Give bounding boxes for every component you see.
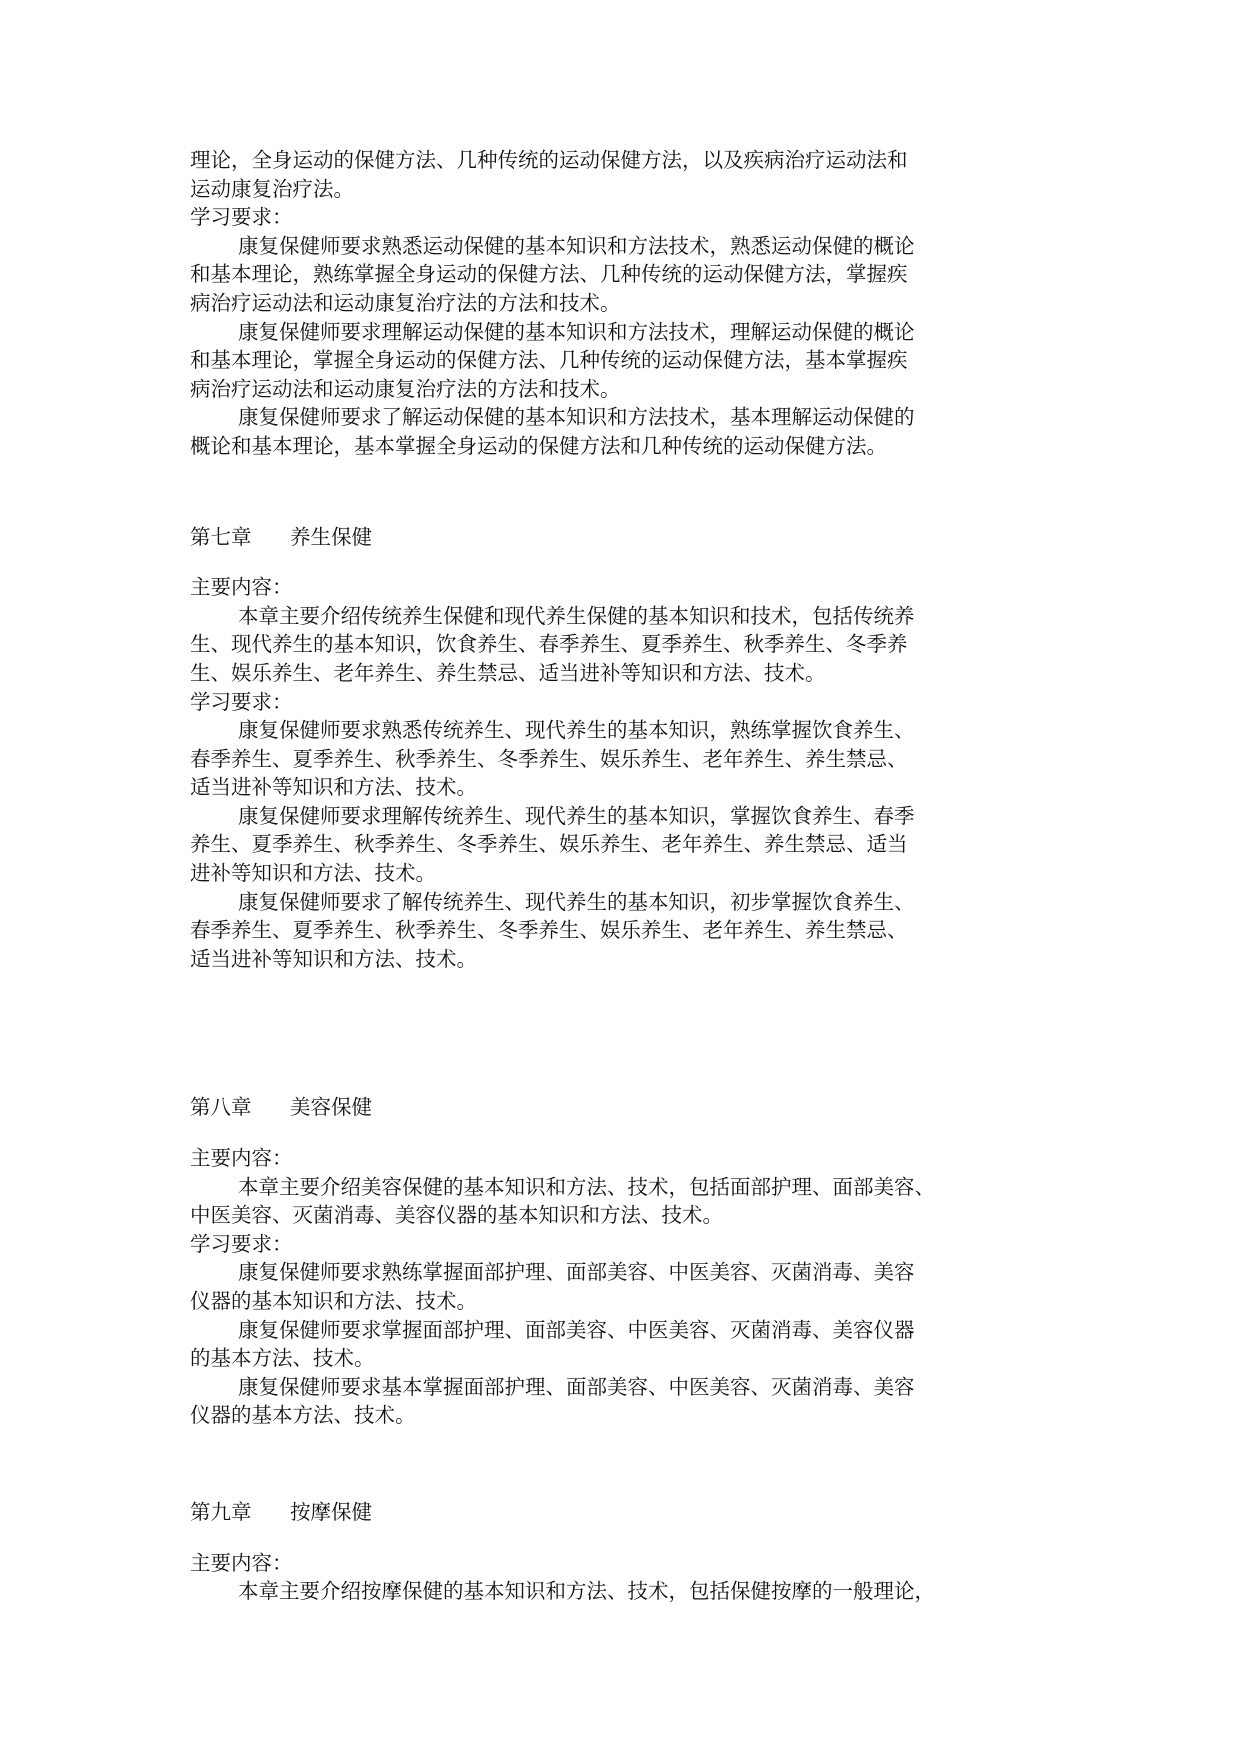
chapter-number: 第九章	[190, 1499, 252, 1524]
req-label: 学习要求：	[190, 205, 293, 230]
chapter-name: 养生保健	[290, 524, 372, 549]
req-paragraph	[190, 716, 1070, 802]
text-line: 生、现代养生的基本知识，饮食养生、春季养生、夏季养生、秋季养生、冬季养	[190, 632, 908, 657]
chapter-9	[190, 1498, 1070, 1606]
text-line: 概论和基本理论，基本掌握全身运动的保健方法和几种传统的运动保健方法。	[190, 433, 887, 458]
text-line: 生、娱乐养生、老年养生、养生禁忌、适当进补等知识和方法、技术。	[190, 660, 826, 685]
req-paragraph	[190, 318, 1070, 404]
req-label: 学习要求：	[190, 689, 293, 714]
text-line: 理论，全身运动的保健方法、几种传统的运动保健方法，以及疾病治疗运动法和	[190, 148, 908, 172]
chapter-number: 第八章	[190, 1095, 252, 1120]
content-label: 主要内容：	[190, 1550, 293, 1575]
chapter-name: 按摩保健	[290, 1499, 372, 1524]
text-line: 养生、夏季养生、秋季养生、冬季养生、娱乐养生、老年养生、养生禁忌、适当	[190, 832, 908, 857]
text-line: 本章主要介绍传统养生保健和现代养生保健的基本知识和技术，包括传统养	[238, 603, 915, 628]
req-paragraph	[190, 1373, 1070, 1430]
text-line: 康复保健师要求熟练掌握面部护理、面部美容、中医美容、灭菌消毒、美容	[238, 1260, 915, 1285]
text-line: 的基本方法、技术。	[190, 1346, 375, 1371]
text-line: 康复保健师要求了解运动保健的基本知识和方法技术，基本理解运动保健的	[238, 405, 915, 430]
content-paragraph	[190, 602, 1070, 688]
text-line: 康复保健师要求掌握面部护理、面部美容、中医美容、灭菌消毒、美容仪器	[238, 1317, 915, 1342]
chapter-title	[190, 1498, 1070, 1527]
text-line: 中医美容、灭菌消毒、美容仪器的基本知识和方法、技术。	[190, 1203, 723, 1228]
req-paragraph	[190, 1316, 1070, 1373]
text-line: 春季养生、夏季养生、秋季养生、冬季养生、娱乐养生、老年养生、养生禁忌、	[190, 746, 908, 771]
req-paragraph	[190, 802, 1070, 888]
text-line: 康复保健师要求熟悉传统养生、现代养生的基本知识，熟练掌握饮食养生、	[238, 718, 915, 743]
req-paragraph	[190, 888, 1070, 974]
text-line: 和基本理论，掌握全身运动的保健方法、几种传统的运动保健方法，基本掌握疾	[190, 348, 908, 373]
chapter-number: 第七章	[190, 524, 252, 549]
chapter-title	[190, 1093, 1070, 1122]
text-line: 康复保健师要求基本掌握面部护理、面部美容、中医美容、灭菌消毒、美容	[238, 1374, 915, 1399]
req-paragraph	[190, 232, 1070, 318]
text-line: 和基本理论，熟练掌握全身运动的保健方法、几种传统的运动保健方法，掌握疾	[190, 262, 908, 287]
intro-section	[190, 146, 1070, 461]
document-page	[190, 146, 1070, 1606]
chapter-7	[190, 523, 1070, 974]
chapter-title	[190, 523, 1070, 552]
content-paragraph	[190, 1173, 1070, 1230]
text-line: 适当进补等知识和方法、技术。	[190, 946, 477, 971]
content-label: 主要内容：	[190, 1146, 293, 1171]
text-line: 本章主要介绍按摩保健的基本知识和方法、技术，包括保健按摩的一般理论，	[238, 1579, 935, 1604]
text-line: 康复保健师要求熟悉运动保健的基本知识和方法技术，熟悉运动保健的概论	[238, 233, 915, 258]
text-line: 康复保健师要求理解传统养生、现代养生的基本知识，掌握饮食养生、春季	[238, 803, 915, 828]
text-line: 仪器的基本知识和方法、技术。	[190, 1289, 477, 1313]
text-line: 病治疗运动法和运动康复治疗法的方法和技术。	[190, 290, 621, 315]
text-line: 本章主要介绍美容保健的基本知识和方法、技术，包括面部护理、面部美容、	[238, 1174, 935, 1199]
text-line: 春季养生、夏季养生、秋季养生、冬季养生、娱乐养生、老年养生、养生禁忌、	[190, 918, 908, 943]
req-label: 学习要求：	[190, 1231, 293, 1256]
content-paragraph	[190, 1577, 1070, 1606]
text-line: 进补等知识和方法、技术。	[190, 861, 436, 886]
text-line: 适当进补等知识和方法、技术。	[190, 775, 477, 800]
text-line: 康复保健师要求了解传统养生、现代养生的基本知识，初步掌握饮食养生、	[238, 889, 915, 914]
chapter-name: 美容保健	[290, 1095, 372, 1120]
text-line: 康复保健师要求理解运动保健的基本知识和方法技术，理解运动保健的概论	[238, 319, 915, 344]
text-line: 仪器的基本方法、技术。	[190, 1403, 416, 1428]
text-line: 运动康复治疗法。	[190, 176, 354, 201]
content-label: 主要内容：	[190, 575, 293, 600]
chapter-8	[190, 1093, 1070, 1430]
req-paragraph	[190, 403, 1070, 460]
req-paragraph	[190, 1258, 1070, 1315]
text-line: 病治疗运动法和运动康复治疗法的方法和技术。	[190, 376, 621, 401]
